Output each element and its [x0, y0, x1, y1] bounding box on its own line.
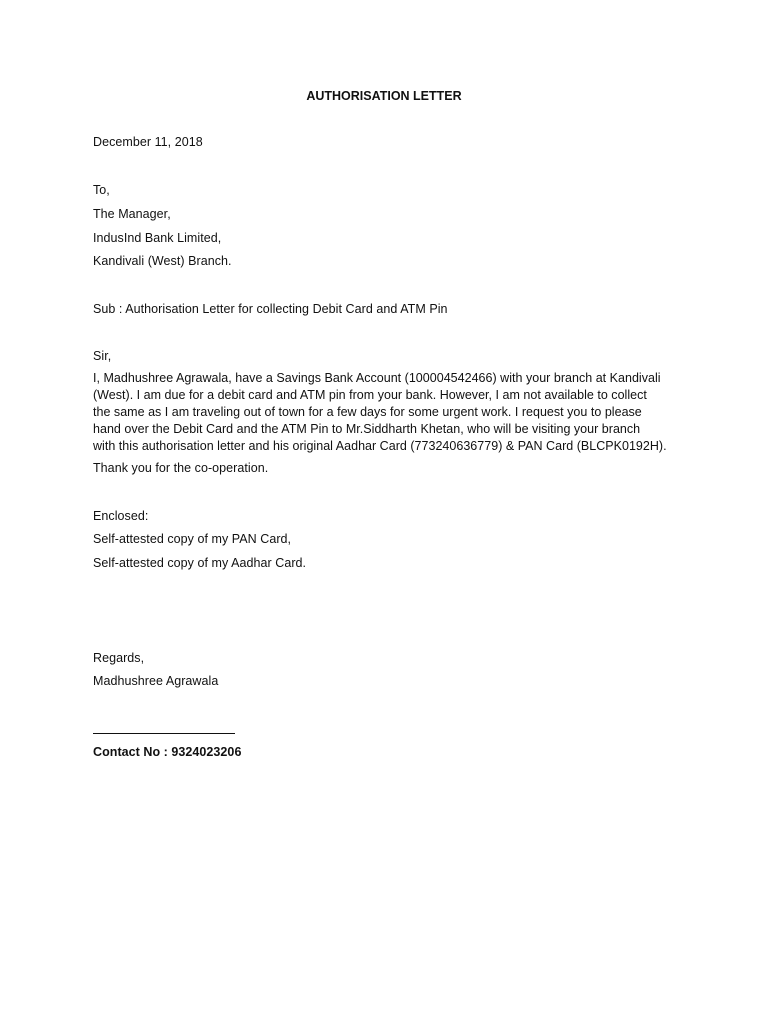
letter-date: December 11, 2018 [93, 135, 203, 149]
enclosed-item: Self-attested copy of my PAN Card, [93, 532, 292, 546]
letter-title: AUTHORISATION LETTER [306, 89, 462, 103]
recipient-line-1: The Manager, [93, 207, 171, 221]
recipient-line-3: Kandivali (West) Branch. [93, 254, 232, 268]
body-line: (West). I am due for a debit card and ATM pin from your bank. However, I am not available to collect [93, 388, 647, 402]
body-line: the same as I am traveling out of town for a few days for some urgent work. I request you to please [93, 405, 642, 419]
contact-number: Contact No : 9324023206 [93, 745, 242, 759]
recipient-to: To, [93, 183, 110, 197]
body-line: hand over the Debit Card and the ATM Pin to Mr.Siddharth Khetan, who will be visiting your branch [93, 422, 641, 436]
recipient-line-2: IndusInd Bank Limited, [93, 231, 222, 245]
body-line: I, Madhushree Agrawala, have a Savings Bank Account (100004542466) with your branch at Kandivali [93, 371, 661, 385]
letter-body [93, 370, 675, 455]
signature-line [93, 733, 235, 734]
enclosed-heading: Enclosed: [93, 509, 149, 523]
body-line: with this authorisation letter and his original Aadhar Card (773240636779) & PAN Card (BLCPK0192H). [93, 439, 667, 453]
letter-closing: Regards, [93, 651, 145, 665]
letter-thanks: Thank you for the co-operation. [93, 461, 269, 475]
enclosed-item: Self-attested copy of my Aadhar Card. [93, 556, 307, 570]
letter-subject: Sub : Authorisation Letter for collecting Debit Card and ATM Pin [93, 302, 448, 316]
sender-name: Madhushree Agrawala [93, 674, 219, 688]
letter-greeting: Sir, [93, 349, 112, 363]
